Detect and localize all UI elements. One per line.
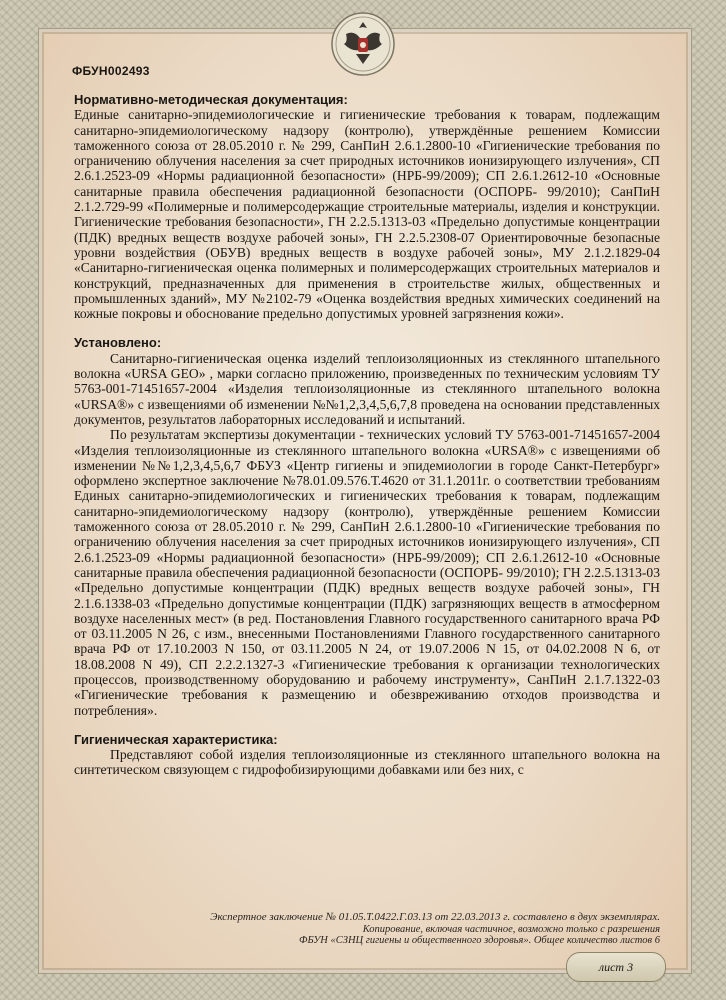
section-paragraph: Представляют собой изделия теплоизоляционные из стеклянного штапельного волокна на синтетическом связующем с гидрофобизирующими добавками или без них, с bbox=[74, 747, 660, 778]
footer-line-2: Копирование, включая частичное, возможно только с разрешения bbox=[362, 923, 660, 935]
section-heading-established: Установлено: bbox=[74, 335, 162, 351]
footer-line-1: Экспертное заключение № 01.05.Т.0422.Г.03.13 от 22.03.2013 г. составлено в двух экземплярах. bbox=[210, 911, 660, 923]
section-paragraph: Санитарно-гигиеническая оценка изделий теплоизоляционных из стеклянного штапельного волокна «URSA GEO» , марки согласно приложению, произведенных по техническим условиям ТУ 5763-001-71451657-2004 «Изделия теплоизоляционные из стеклянного штапельного волокна «URSA®» с извещениями об изменении №№1,2,3,4,5,6,7,8 проведена на основании представленных документов, результатов лабораторных исследований и испытаний. bbox=[74, 350, 660, 427]
document-number: ФБУН002493 bbox=[72, 64, 150, 78]
document-body bbox=[74, 92, 660, 778]
section-heading-normative: Нормативно-методическая документация: bbox=[74, 92, 348, 107]
section-paragraph: По результатам экспертизы документации - технических условий ТУ 5763-001-71451657-2004 «Изделия теплоизоляционные из стеклянного штапельного волокна «URSA®» с извещениями об изменении №№1,2,3,4,5,6,7 ФБУЗ «Центр гигиены и эпидемиологии в городе Санкт-Петербург» оформлено экспертное заключение №78.01.09.576.Т.4620 от 31.1.2011г. о соответствии требованиям Единых санитарно-эпидемиологических и гигиенических требования к товарам, подлежащим санитарно-эпидемиологическому надзору (контролю), утверждённые решением Комиссии таможенного союза от 28.05.2010 г. № 299, СанПиН 2.6.1.2800-10 «Гигиенические требования по ограничению облучения населения за счет природных источников ионизирующего излучения», СП 2.6.1.2523-09 «Нормы радиационной безопасности» (НРБ-99/2009); СП 2.6.1.2612-10 «Основные санитарные правила обеспечения радиационной безопасности (ОСПОРБ- 99/2010); ГН 2.2.5.1313-03 «Предельно допустимые концентрации (ПДК) вредных веществ воздухе рабочей зоны», ГН 2.1.6.1338-03 «Предельно допустимые концентрации (ПДК) загрязняющих веществ в атмосферном воздухе населенных мест» (в ред. Постановления Главного государственного санитарного врача РФ от 03.11.2005 N 26, с изм., внесенными Постановлениями Главного государственного санитарного врача РФ от 17.10.2003 N 150, от 03.11.2005 N 24, от 19.07.2006 N 15, от 04.02.2008 N 6, от 18.08.2008 N 49), СП 2.2.2.1327-3 «Гигиенические требования к организации технологических процессов, производственному оборудованию и рабочему инструменту», СанПиН 2.1.7.1322-03 «Гигиенические требования к размещению и обезвреживанию отходов производства и потребления». bbox=[74, 427, 660, 718]
section-paragraph: Единые санитарно-эпидемиологические и гигиенические требования к товарам, подлежащим санитарно-эпидемиологическому надзору (контролю), утверждённые решением Комиссии таможенного союза от 28.05.2010 г. № 299, СанПиН 2.6.1.2800-10 «Гигиенические требования по ограничению облучения населения за счет природных источников ионизирующего излучения», СП 2.6.1.2523-09 «Нормы радиационной безопасности» (НРБ-99/2009); СП 2.6.1.2612-10 «Основные санитарные правила обеспечения радиационной безопасности (ОСПОРБ- 99/2010); СанПиН 2.1.2.729-99 «Полимерные и полимерсодержащие строительные материалы, изделия и конструкции. Гигиенические требования безопасности», ГН 2.2.5.1313-03 «Предельно допустимые концентрации (ПДК) вредных веществ воздухе рабочей зоны», ГН 2.2.5.2308-07 Ориентировочные безопасные уровни воздействия (ОБУВ) вредных веществ в воздухе рабочей зоны», МУ 2.1.2.1829-04 «Санитарно-гигиеническая оценка полимерных и полимерсодержащих строительных материалов и конструкций, предназначенных для применения в строительстве жилых, общественных и промышленных зданий», МУ №2102-79 «Оценка воздействия вредных химических соединений на кожные покровы и обоснование предельно допустимых уровней загрязнения кожи». bbox=[74, 107, 660, 322]
footer-note bbox=[180, 912, 660, 947]
footer-line-3: ФБУН «СЗНЦ гигиены и общественного здоровья». Общее количество листов 6 bbox=[299, 935, 660, 946]
section-heading-hygienic: Гигиеническая характеристика: bbox=[74, 731, 278, 747]
page-number-label: лист 3 bbox=[566, 952, 666, 982]
double-headed-eagle-emblem-icon bbox=[330, 8, 396, 80]
